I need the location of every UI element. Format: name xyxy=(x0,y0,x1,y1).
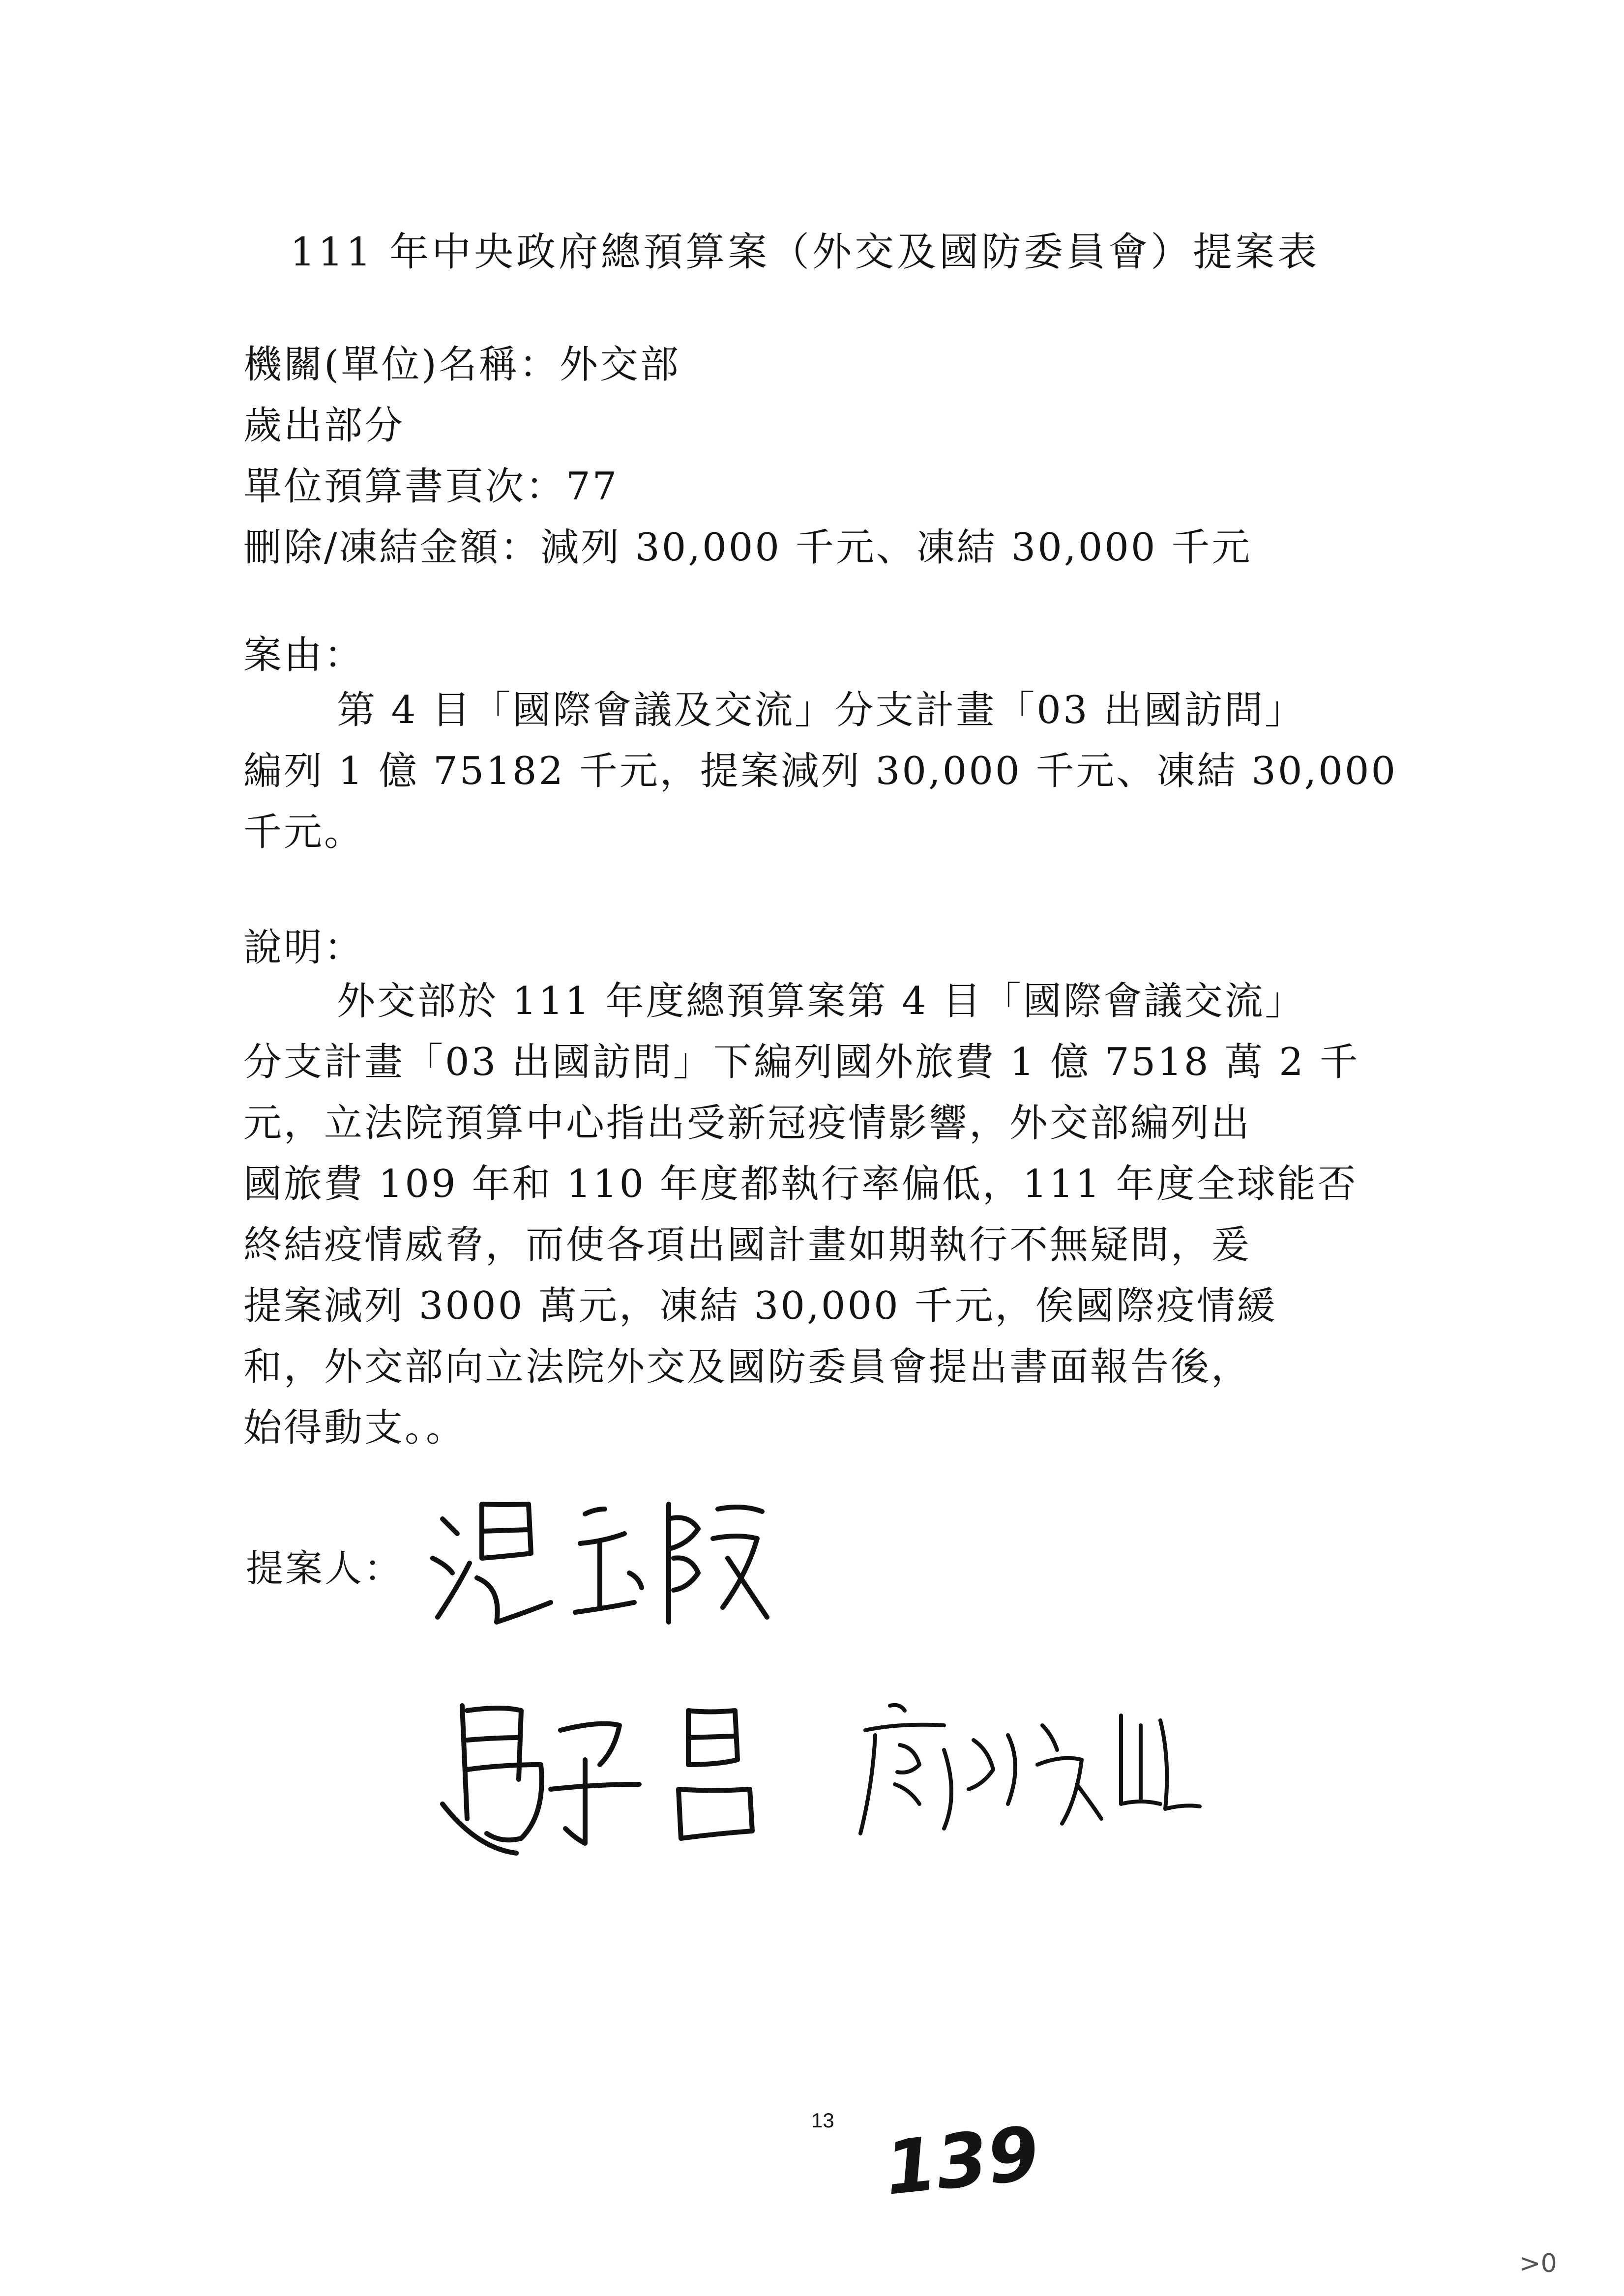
reason-line: 千元。 xyxy=(243,810,365,854)
explanation-line: 國旅費 109 年和 110 年度都執行率偏低，111 年度全球能否 xyxy=(243,1162,1358,1206)
page-number: 13 xyxy=(811,2109,834,2132)
explanation-line: 外交部於 111 年度總預算案第 4 目「國際會議交流」 xyxy=(337,979,1305,1023)
reason-line: 第 4 目「國際會議及交流」分支計畫「03 出國訪問」 xyxy=(337,688,1305,732)
signature-1 xyxy=(423,1475,777,1637)
explanation-paragraph xyxy=(243,971,1360,1458)
document-meta xyxy=(243,334,1252,578)
budget-page-line: 單位預算書頁次：77 xyxy=(243,465,619,509)
section-line: 歲出部分 xyxy=(243,404,405,448)
explanation-line: 提案減列 3000 萬元，凍結 30,000 千元，俟國際疫情緩 xyxy=(243,1284,1277,1328)
explanation-line: 和，外交部向立法院外交及國防委員會提出書面報告後， xyxy=(243,1345,1252,1389)
corner-mark: >0 xyxy=(1519,2249,1557,2278)
document-title: 111 年中央政府總預算案（外交及國防委員會）提案表 xyxy=(290,229,1320,275)
explanation-line: 始得動支。。 xyxy=(243,1406,467,1450)
explanation-heading: 說明： xyxy=(243,926,365,970)
reason-paragraph xyxy=(243,680,1397,863)
explanation-line: 分支計畫「03 出國訪問」下編列國外旅費 1 億 7518 萬 2 千 xyxy=(243,1040,1360,1084)
proposer-label: 提案人： xyxy=(246,1546,403,1590)
explanation-line: 元，立法院預算中心指出受新冠疫情影響，外交部編列出 xyxy=(243,1101,1252,1145)
explanation-line: 終結疫情威脅，而使各項出國計畫如期執行不無疑問，爰 xyxy=(243,1223,1252,1267)
signature-3 xyxy=(846,1686,1205,1848)
signature-2 xyxy=(433,1691,826,1868)
reason-line: 編列 1 億 75182 千元，提案減列 30,000 千元、凍結 30,000 xyxy=(243,749,1398,793)
reason-heading: 案由： xyxy=(243,633,365,677)
amount-line: 刪除/凍結金額：減列 30,000 千元、凍結 30,000 千元 xyxy=(243,525,1252,570)
agency-line: 機關(單位)名稱：外交部 xyxy=(243,343,680,387)
handwritten-page-number: 139 xyxy=(881,2111,1043,2212)
